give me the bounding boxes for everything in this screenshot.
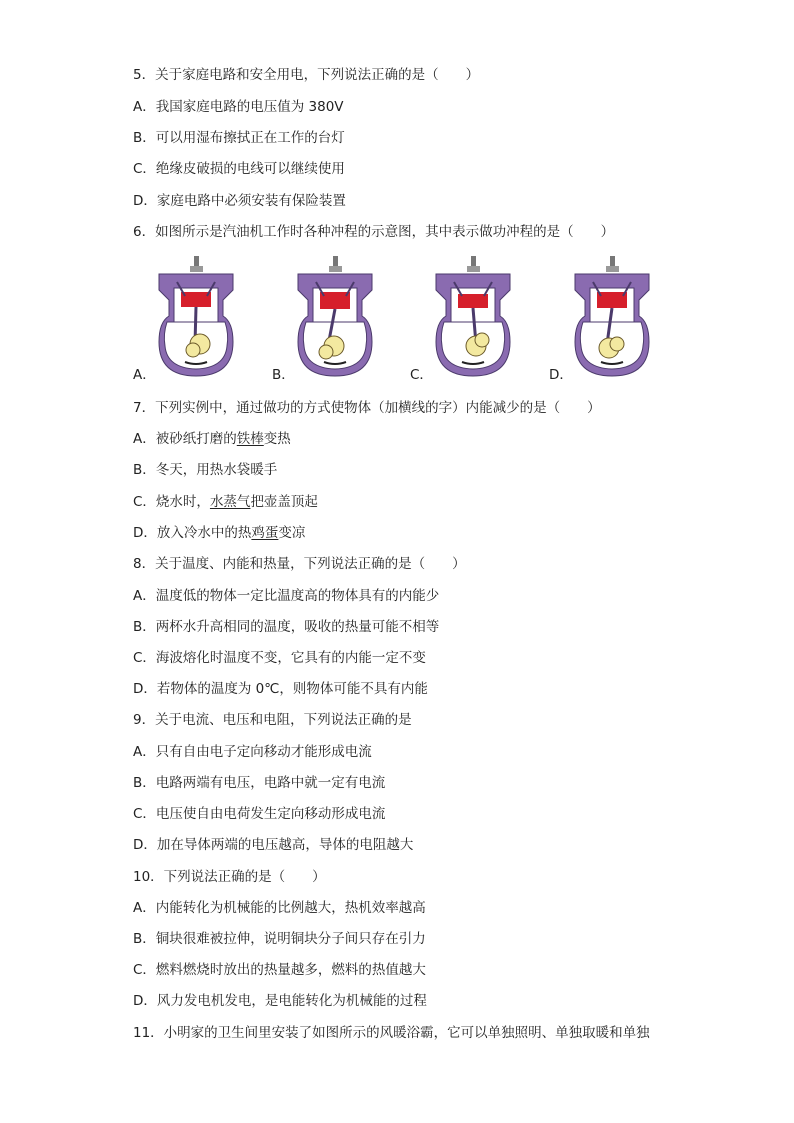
q6-stem: 6．如图所示是汽油机工作时各种冲程的示意图，其中表示做功冲程的是（ ） bbox=[133, 224, 615, 240]
q5-option-d: D．家庭电路中必须安装有保险装置 bbox=[133, 193, 346, 209]
q5-option-a: A．我国家庭电路的电压值为 380V bbox=[133, 99, 344, 115]
q8-option-b: B．两杯水升高相同的温度，吸收的热量可能不相等 bbox=[133, 619, 440, 635]
q9-option-d: D．加在导体两端的电压越高，导体的电阻越大 bbox=[133, 837, 414, 853]
q7-c-underlined: 水蒸气 bbox=[209, 494, 251, 510]
q7-c-suffix: 把壶盖顶起 bbox=[250, 494, 318, 510]
q10-option-a: A．内能转化为机械能的比例越大，热机效率越高 bbox=[133, 900, 426, 916]
q5-stem: 5．关于家庭电路和安全用电，下列说法正确的是（ ） bbox=[133, 67, 480, 83]
q7-option-d bbox=[133, 524, 305, 542]
q7-option-c bbox=[133, 493, 318, 511]
engine-d bbox=[549, 256, 649, 384]
engine-a-label: A． bbox=[133, 367, 156, 383]
q10-option-c: C．燃料燃烧时放出的热量越多，燃料的热值越大 bbox=[133, 962, 426, 978]
engine-a bbox=[133, 256, 233, 384]
q8-option-a: A．温度低的物体一定比温度高的物体具有的内能少 bbox=[133, 588, 440, 604]
q8-option-d: D．若物体的温度为 0℃，则物体可能不具有内能 bbox=[133, 681, 428, 697]
engine-c bbox=[410, 256, 510, 384]
q10-option-b: B．铜块很难被拉伸，说明铜块分子间只存在引力 bbox=[133, 931, 426, 947]
engine-b-label: B． bbox=[272, 367, 295, 383]
q11-stem: 11．小明家的卫生间里安装了如图所示的风暖浴霸，它可以单独照明、单独取暖和单独 bbox=[133, 1025, 650, 1041]
q10-option-d: D．风力发电机发电，是电能转化为机械能的过程 bbox=[133, 993, 427, 1009]
engine-b bbox=[272, 256, 372, 384]
q5-option-b: B．可以用湿布擦拭正在工作的台灯 bbox=[133, 130, 345, 146]
engine-b-diagram bbox=[294, 256, 376, 380]
q7-a-prefix: A．被砂纸打磨的 bbox=[133, 431, 237, 447]
q7-a-underlined: 铁棒 bbox=[236, 431, 264, 447]
q10-stem: 10．下列说法正确的是（ ） bbox=[133, 869, 326, 885]
q7-option-a bbox=[133, 430, 291, 448]
q8-stem: 8．关于温度、内能和热量，下列说法正确的是（ ） bbox=[133, 556, 466, 572]
q9-option-c: C．电压使自由电荷发生定向移动形成电流 bbox=[133, 806, 386, 822]
engine-a-diagram bbox=[155, 256, 237, 380]
q7-a-suffix: 变热 bbox=[263, 431, 291, 447]
q5-option-c: C．绝缘皮破损的电线可以继续使用 bbox=[133, 161, 345, 177]
q7-d-underlined: 鸡蛋 bbox=[251, 525, 279, 541]
q9-option-a: A．只有自由电子定向移动才能形成电流 bbox=[133, 744, 372, 760]
engine-d-label: D． bbox=[549, 367, 573, 383]
q7-d-prefix: D．放入冷水中的热 bbox=[133, 525, 252, 541]
q7-option-b: B．冬天，用热水袋暖手 bbox=[133, 462, 278, 478]
engine-c-label: C． bbox=[410, 367, 433, 383]
q7-c-prefix: C．烧水时， bbox=[133, 494, 210, 510]
q7-stem: 7．下列实例中，通过做功的方式使物体（加横线的字）内能减少的是（ ） bbox=[133, 400, 601, 416]
q6-engine-diagrams bbox=[133, 256, 653, 386]
q9-stem: 9．关于电流、电压和电阻，下列说法正确的是 bbox=[133, 712, 412, 728]
engine-c-diagram bbox=[432, 256, 514, 380]
q7-d-suffix: 变凉 bbox=[278, 525, 306, 541]
q8-option-c: C．海波熔化时温度不变，它具有的内能一定不变 bbox=[133, 650, 426, 666]
q9-option-b: B．电路两端有电压，电路中就一定有电流 bbox=[133, 775, 386, 791]
engine-d-diagram bbox=[571, 256, 653, 380]
